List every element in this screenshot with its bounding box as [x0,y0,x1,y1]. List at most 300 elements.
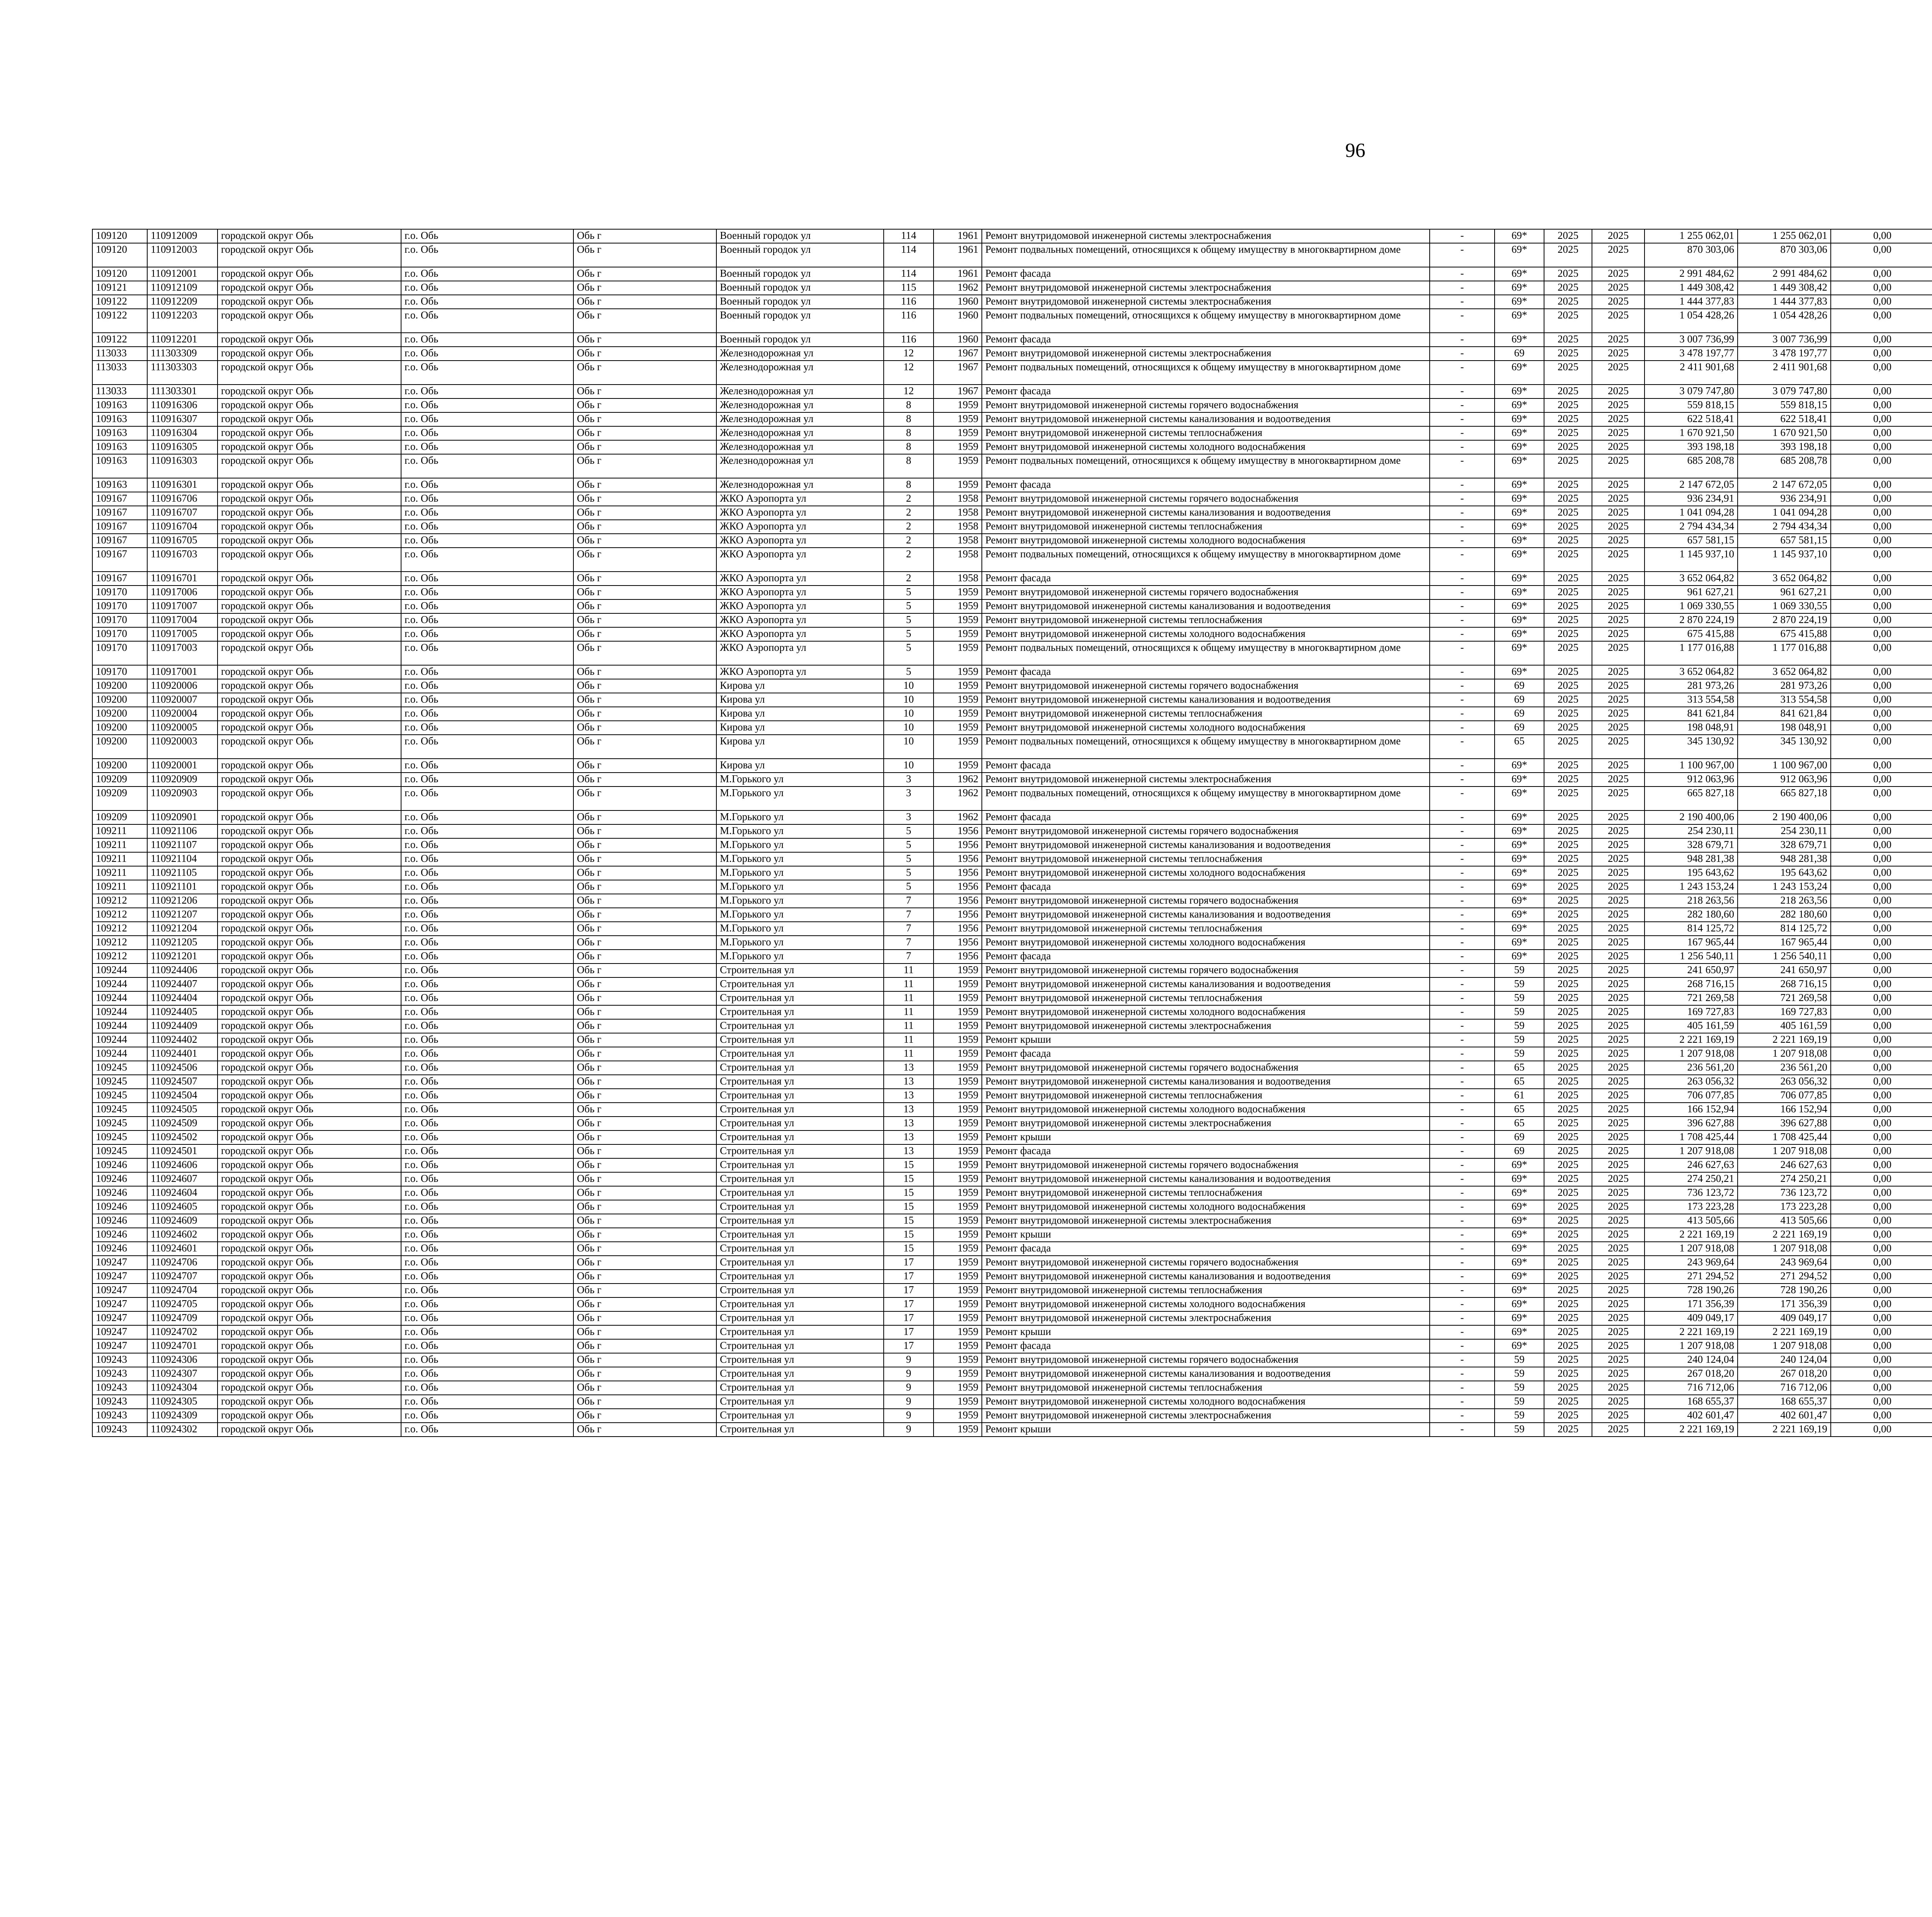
table-cell: - [1430,908,1495,922]
table-cell: 69* [1495,295,1544,309]
table-cell: 115 [884,281,934,295]
table-cell: 110924407 [147,977,218,991]
table-cell: 110916703 [147,548,218,572]
table-cell: 0,00 [1831,824,1932,838]
table-cell: 3 [884,773,934,787]
table-cell: - [1430,398,1495,412]
table-cell: 109209 [92,773,147,787]
table-cell: 110912201 [147,333,218,347]
table-cell: Ремонт подвальных помещений, относящихся к общему имуществу в многоквартирном доме [982,641,1430,665]
table-cell: 2025 [1592,309,1645,333]
table-cell: 0,00 [1831,1172,1932,1186]
table-cell: городской округ Обь [218,478,401,492]
table-cell: Обь г [573,810,716,824]
table-cell: 2025 [1592,1033,1645,1047]
table-cell: 2025 [1544,1284,1592,1297]
table-cell: городской округ Обь [218,627,401,641]
table-cell: 2025 [1592,586,1645,599]
table-cell: 10 [884,679,934,693]
table-cell: 109245 [92,1075,147,1089]
table-cell: Ремонт фасада [982,810,1430,824]
table-cell: г.о. Обь [401,534,573,548]
table-cell: г.о. Обь [401,787,573,810]
table-cell: 69* [1495,454,1544,478]
table-cell: 109200 [92,679,147,693]
table-cell: 110921105 [147,866,218,880]
table-cell: 111303303 [147,361,218,385]
table-cell: Обь г [573,1061,716,1075]
table-cell: 912 063,96 [1645,773,1738,787]
table-cell: 113033 [92,361,147,385]
table-cell: 2025 [1544,852,1592,866]
table-cell: 69 [1495,347,1544,361]
table-cell: 109167 [92,572,147,586]
table-cell: 0,00 [1831,1256,1932,1270]
table-cell: 2025 [1544,520,1592,534]
table-cell: 69* [1495,1270,1544,1284]
table-cell: городской округ Обь [218,440,401,454]
table-cell: 2025 [1592,1019,1645,1033]
table-cell: 109246 [92,1228,147,1242]
table-cell: Ремонт подвальных помещений, относящихся к общему имуществу в многоквартирном доме [982,309,1430,333]
table-cell: 109244 [92,1005,147,1019]
table-cell: г.о. Обь [401,1325,573,1339]
table-cell: городской округ Обь [218,1075,401,1089]
table-cell: 109245 [92,1061,147,1075]
table-cell: Железнодорожная ул [716,385,884,398]
table-cell: 0,00 [1831,1144,1932,1158]
table-cell: Обь г [573,1367,716,1381]
table-cell: 1 207 918,08 [1738,1339,1831,1353]
table-cell: 69* [1495,548,1544,572]
table-cell: Строительная ул [716,991,884,1005]
table-cell: городской округ Обь [218,1409,401,1423]
table-cell: 313 554,58 [1645,693,1738,707]
table-cell: - [1430,1423,1495,1437]
table-cell: Обь г [573,333,716,347]
table-cell: Ремонт фасада [982,1242,1430,1256]
table-cell: г.о. Обь [401,1409,573,1423]
table-cell: - [1430,1019,1495,1033]
table-row [92,810,1932,824]
table-cell: 109247 [92,1256,147,1270]
table-cell: 109246 [92,1214,147,1228]
table-cell: городской округ Обь [218,426,401,440]
table-cell: 109122 [92,295,147,309]
table-cell: 109163 [92,454,147,478]
table-row [92,229,1932,243]
table-cell: 2025 [1544,1311,1592,1325]
table-cell: 2025 [1544,894,1592,908]
table-cell: Ремонт внутридомовой инженерной системы электроснабжения [982,1117,1430,1130]
table-cell: 110917005 [147,627,218,641]
table-cell: г.о. Обь [401,1367,573,1381]
table-cell: 0,00 [1831,1075,1932,1089]
table-row [92,1200,1932,1214]
table-row [92,281,1932,295]
table-cell: Кирова ул [716,735,884,759]
table-cell: 2 221 169,19 [1738,1325,1831,1339]
table-cell: Обь г [573,478,716,492]
table-cell: - [1430,281,1495,295]
table-cell: 622 518,41 [1738,412,1831,426]
table-cell: 218 263,56 [1645,894,1738,908]
table-cell: городской округ Обь [218,613,401,627]
capital-repair-table [92,229,1932,1437]
table-cell: Обь г [573,295,716,309]
table-cell: 110917003 [147,641,218,665]
table-cell: 109200 [92,721,147,735]
table-cell: Ремонт внутридомовой инженерной системы канализования и водоотведения [982,977,1430,991]
table-cell: Ремонт внутридомовой инженерной системы горячего водоснабжения [982,398,1430,412]
table-cell: 2025 [1544,1353,1592,1367]
table-cell: 2025 [1592,1200,1645,1214]
table-cell: - [1430,1214,1495,1228]
table-row [92,1423,1932,1437]
table-cell: 167 965,44 [1645,936,1738,950]
table-row [92,1297,1932,1311]
table-cell: 241 650,97 [1645,964,1738,977]
table-cell: 0,00 [1831,398,1932,412]
table-cell: Кирова ул [716,693,884,707]
table-cell: 1959 [934,454,982,478]
table-cell: 1 255 062,01 [1645,229,1738,243]
table-cell: 110916704 [147,520,218,534]
table-cell: 59 [1495,964,1544,977]
table-cell: 1958 [934,520,982,534]
table-cell: 109247 [92,1311,147,1325]
table-row [92,1144,1932,1158]
table-cell: Ремонт внутридомовой инженерной системы электроснабжения [982,1214,1430,1228]
table-row [92,1172,1932,1186]
table-cell: Обь г [573,1047,716,1061]
table-cell: 2025 [1592,964,1645,977]
table-cell: 1959 [934,440,982,454]
table-cell: 59 [1495,1395,1544,1409]
table-cell: Строительная ул [716,1353,884,1367]
table-cell: Ремонт внутридомовой инженерной системы теплоснабжения [982,922,1430,936]
table-cell: Ремонт внутридомовой инженерной системы горячего водоснабжения [982,492,1430,506]
table-cell: 2025 [1544,838,1592,852]
table-row [92,520,1932,534]
table-cell: Военный городок ул [716,243,884,267]
table-cell: 2 794 434,34 [1645,520,1738,534]
table-cell: Обь г [573,506,716,520]
table-cell: 1959 [934,613,982,627]
table-cell: Обь г [573,1144,716,1158]
table-cell: 69* [1495,1256,1544,1270]
table-cell: 69* [1495,412,1544,426]
table-cell: 2025 [1592,333,1645,347]
table-cell: 110920901 [147,810,218,824]
table-row [92,426,1932,440]
table-cell: 17 [884,1311,934,1325]
table-cell: г.о. Обь [401,492,573,506]
table-cell: 1 177 016,88 [1645,641,1738,665]
table-cell: 2025 [1544,1395,1592,1409]
table-cell: 2025 [1544,1144,1592,1158]
table-cell: городской округ Обь [218,398,401,412]
table-cell: 0,00 [1831,991,1932,1005]
table-cell: 7 [884,894,934,908]
table-cell: 1 207 918,08 [1738,1047,1831,1061]
table-cell: ЖКО Аэропорта ул [716,492,884,506]
table-cell: 2025 [1592,641,1645,665]
table-cell: 8 [884,454,934,478]
table-cell: 2025 [1544,787,1592,810]
table-cell: Ремонт фасада [982,950,1430,964]
table-cell: 728 190,26 [1738,1284,1831,1297]
table-cell: 9 [884,1423,934,1437]
table-cell: г.о. Обь [401,922,573,936]
table-cell: Строительная ул [716,1367,884,1381]
table-cell: 110921207 [147,908,218,922]
table-cell: 0,00 [1831,1103,1932,1117]
table-row [92,1186,1932,1200]
table-cell: Ремонт фасада [982,1339,1430,1353]
table-cell: - [1430,922,1495,936]
table-cell: 0,00 [1831,880,1932,894]
table-cell: Обь г [573,1089,716,1103]
table-cell: 69* [1495,243,1544,267]
table-cell: - [1430,229,1495,243]
table-cell: Ремонт фасада [982,478,1430,492]
table-cell: городской округ Обь [218,1200,401,1214]
table-cell: Ремонт фасада [982,385,1430,398]
table-cell: 1 449 308,42 [1645,281,1738,295]
table-cell: г.о. Обь [401,838,573,852]
table-cell: 1959 [934,1381,982,1395]
table-cell: 166 152,94 [1645,1103,1738,1117]
table-cell: 109247 [92,1270,147,1284]
table-cell: 69* [1495,506,1544,520]
table-cell: 110912001 [147,267,218,281]
table-cell: - [1430,679,1495,693]
table-cell: 11 [884,1005,934,1019]
table-cell: М.Горького ул [716,936,884,950]
table-cell: 0,00 [1831,309,1932,333]
table-cell: 113033 [92,347,147,361]
table-cell: 1959 [934,599,982,613]
table-row [92,880,1932,894]
table-row [92,243,1932,267]
table-cell: 110924606 [147,1158,218,1172]
table-cell: 69* [1495,1325,1544,1339]
table-cell: Ремонт внутридомовой инженерной системы горячего водоснабжения [982,1158,1430,1172]
table-cell: 169 727,83 [1645,1005,1738,1019]
table-cell: городской округ Обь [218,679,401,693]
table-cell: Обь г [573,1033,716,1047]
table-cell: - [1430,1311,1495,1325]
table-cell: городской округ Обь [218,810,401,824]
table-cell: 814 125,72 [1645,922,1738,936]
table-cell: городской округ Обь [218,1256,401,1270]
table-row [92,866,1932,880]
table-cell: 2025 [1544,866,1592,880]
table-cell: 2025 [1544,1103,1592,1117]
table-cell: 2025 [1592,721,1645,735]
table-cell: Обь г [573,440,716,454]
table-cell: городской округ Обь [218,1186,401,1200]
table-cell: городской округ Обь [218,852,401,866]
table-cell: 2025 [1544,759,1592,773]
table-cell: 69* [1495,880,1544,894]
table-cell: Ремонт внутридомовой инженерной системы холодного водоснабжения [982,936,1430,950]
table-cell: 281 973,26 [1645,679,1738,693]
table-cell: 1962 [934,810,982,824]
table-cell: 1961 [934,243,982,267]
table-cell: 345 130,92 [1738,735,1831,759]
table-cell: 2025 [1592,426,1645,440]
table-cell: 2025 [1592,412,1645,426]
table-cell: 11 [884,1047,934,1061]
table-cell: г.о. Обь [401,991,573,1005]
table-cell: Ремонт внутридомовой инженерной системы электроснабжения [982,1311,1430,1325]
table-cell: городской округ Обь [218,281,401,295]
table-cell: 69 [1495,693,1544,707]
table-cell: 1 444 377,83 [1738,295,1831,309]
table-cell: Ремонт фасада [982,267,1430,281]
table-cell: 405 161,59 [1738,1019,1831,1033]
table-cell: г.о. Обь [401,1033,573,1047]
table-cell: - [1430,243,1495,267]
table-cell: Строительная ул [716,977,884,991]
table-cell: 109200 [92,707,147,721]
table-cell: городской округ Обь [218,693,401,707]
table-cell: Обь г [573,1075,716,1089]
table-cell: 2025 [1544,964,1592,977]
table-cell: - [1430,440,1495,454]
table-cell: - [1430,295,1495,309]
table-cell: 328 679,71 [1738,838,1831,852]
table-cell: 109170 [92,665,147,679]
table-cell: Обь г [573,735,716,759]
table-cell: Ремонт внутридомовой инженерной системы холодного водоснабжения [982,721,1430,735]
table-cell: 2025 [1544,1075,1592,1089]
table-cell: 2 221 169,19 [1645,1228,1738,1242]
table-cell: 841 621,84 [1645,707,1738,721]
table-cell: Железнодорожная ул [716,426,884,440]
table-cell: 109163 [92,398,147,412]
table-row [92,922,1932,936]
table-cell: Строительная ул [716,1270,884,1284]
table-cell: 0,00 [1831,440,1932,454]
table-cell: Строительная ул [716,1005,884,1019]
table-cell: 2025 [1592,347,1645,361]
table-cell: 1960 [934,309,982,333]
table-cell: 2025 [1544,908,1592,922]
table-cell: 9 [884,1395,934,1409]
table-row [92,385,1932,398]
table-cell: городской округ Обь [218,1325,401,1339]
table-cell: 0,00 [1831,1395,1932,1409]
table-cell: 109244 [92,964,147,977]
table-cell: 409 049,17 [1645,1311,1738,1325]
table-cell: 110924707 [147,1270,218,1284]
table-cell: городской округ Обь [218,454,401,478]
table-row [92,1130,1932,1144]
table-cell: 2025 [1592,880,1645,894]
table-cell: г.о. Обь [401,548,573,572]
table-cell: 1 207 918,08 [1738,1144,1831,1158]
table-cell: Строительная ул [716,1130,884,1144]
table-cell: Военный городок ул [716,309,884,333]
table-cell: 69* [1495,824,1544,838]
table-cell: 2025 [1592,1130,1645,1144]
table-cell: 1962 [934,281,982,295]
table-cell: 2025 [1592,1089,1645,1103]
table-cell: 1956 [934,922,982,936]
table-cell: Обь г [573,894,716,908]
table-cell: 716 712,06 [1738,1381,1831,1395]
table-cell: Ремонт фасада [982,759,1430,773]
table-cell: Железнодорожная ул [716,347,884,361]
table-cell: 2025 [1544,991,1592,1005]
table-cell: 1959 [934,627,982,641]
table-cell: 1 207 918,08 [1645,1144,1738,1158]
table-cell: 109212 [92,894,147,908]
table-cell: городской округ Обь [218,735,401,759]
table-row [92,1409,1932,1423]
table-row [92,1256,1932,1270]
table-cell: 2025 [1592,894,1645,908]
table-row [92,707,1932,721]
table-cell: Обь г [573,950,716,964]
table-cell: Обь г [573,454,716,478]
table-cell: 2 147 672,05 [1738,478,1831,492]
table-cell: 1959 [934,707,982,721]
table-cell: 15 [884,1186,934,1200]
table-cell: 622 518,41 [1645,412,1738,426]
table-cell: 268 716,15 [1645,977,1738,991]
table-cell: Обь г [573,922,716,936]
table-cell: 396 627,88 [1645,1117,1738,1130]
table-cell: 685 208,78 [1738,454,1831,478]
table-cell: 2025 [1592,810,1645,824]
table-cell: - [1430,824,1495,838]
table-cell: 0,00 [1831,787,1932,810]
table-cell: 173 223,28 [1645,1200,1738,1214]
table-cell: 2025 [1544,412,1592,426]
table-cell: Обь г [573,1019,716,1033]
table-cell: 2025 [1592,1325,1645,1339]
table-cell: 110912109 [147,281,218,295]
table-cell: 9 [884,1381,934,1395]
table-cell: 69* [1495,950,1544,964]
table-cell: 1959 [934,1075,982,1089]
table-cell: 7 [884,936,934,950]
table-cell: 1959 [934,1033,982,1047]
table-cell: Ремонт внутридомовой инженерной системы теплоснабжения [982,1381,1430,1395]
table-cell: 69* [1495,229,1544,243]
table-cell: 110924509 [147,1117,218,1130]
table-cell: 393 198,18 [1645,440,1738,454]
table-row [92,412,1932,426]
table-cell: 109212 [92,936,147,950]
table-cell: 8 [884,426,934,440]
table-cell: 109200 [92,759,147,773]
table-cell: 11 [884,1033,934,1047]
table-cell: 1 243 153,24 [1738,880,1831,894]
table-cell: 936 234,91 [1645,492,1738,506]
table-cell: 8 [884,398,934,412]
table-cell: 110920909 [147,773,218,787]
table-cell: 3 007 736,99 [1645,333,1738,347]
table-cell: городской округ Обь [218,1228,401,1242]
table-cell: 5 [884,838,934,852]
table-cell: - [1430,1256,1495,1270]
table-cell: Обь г [573,773,716,787]
